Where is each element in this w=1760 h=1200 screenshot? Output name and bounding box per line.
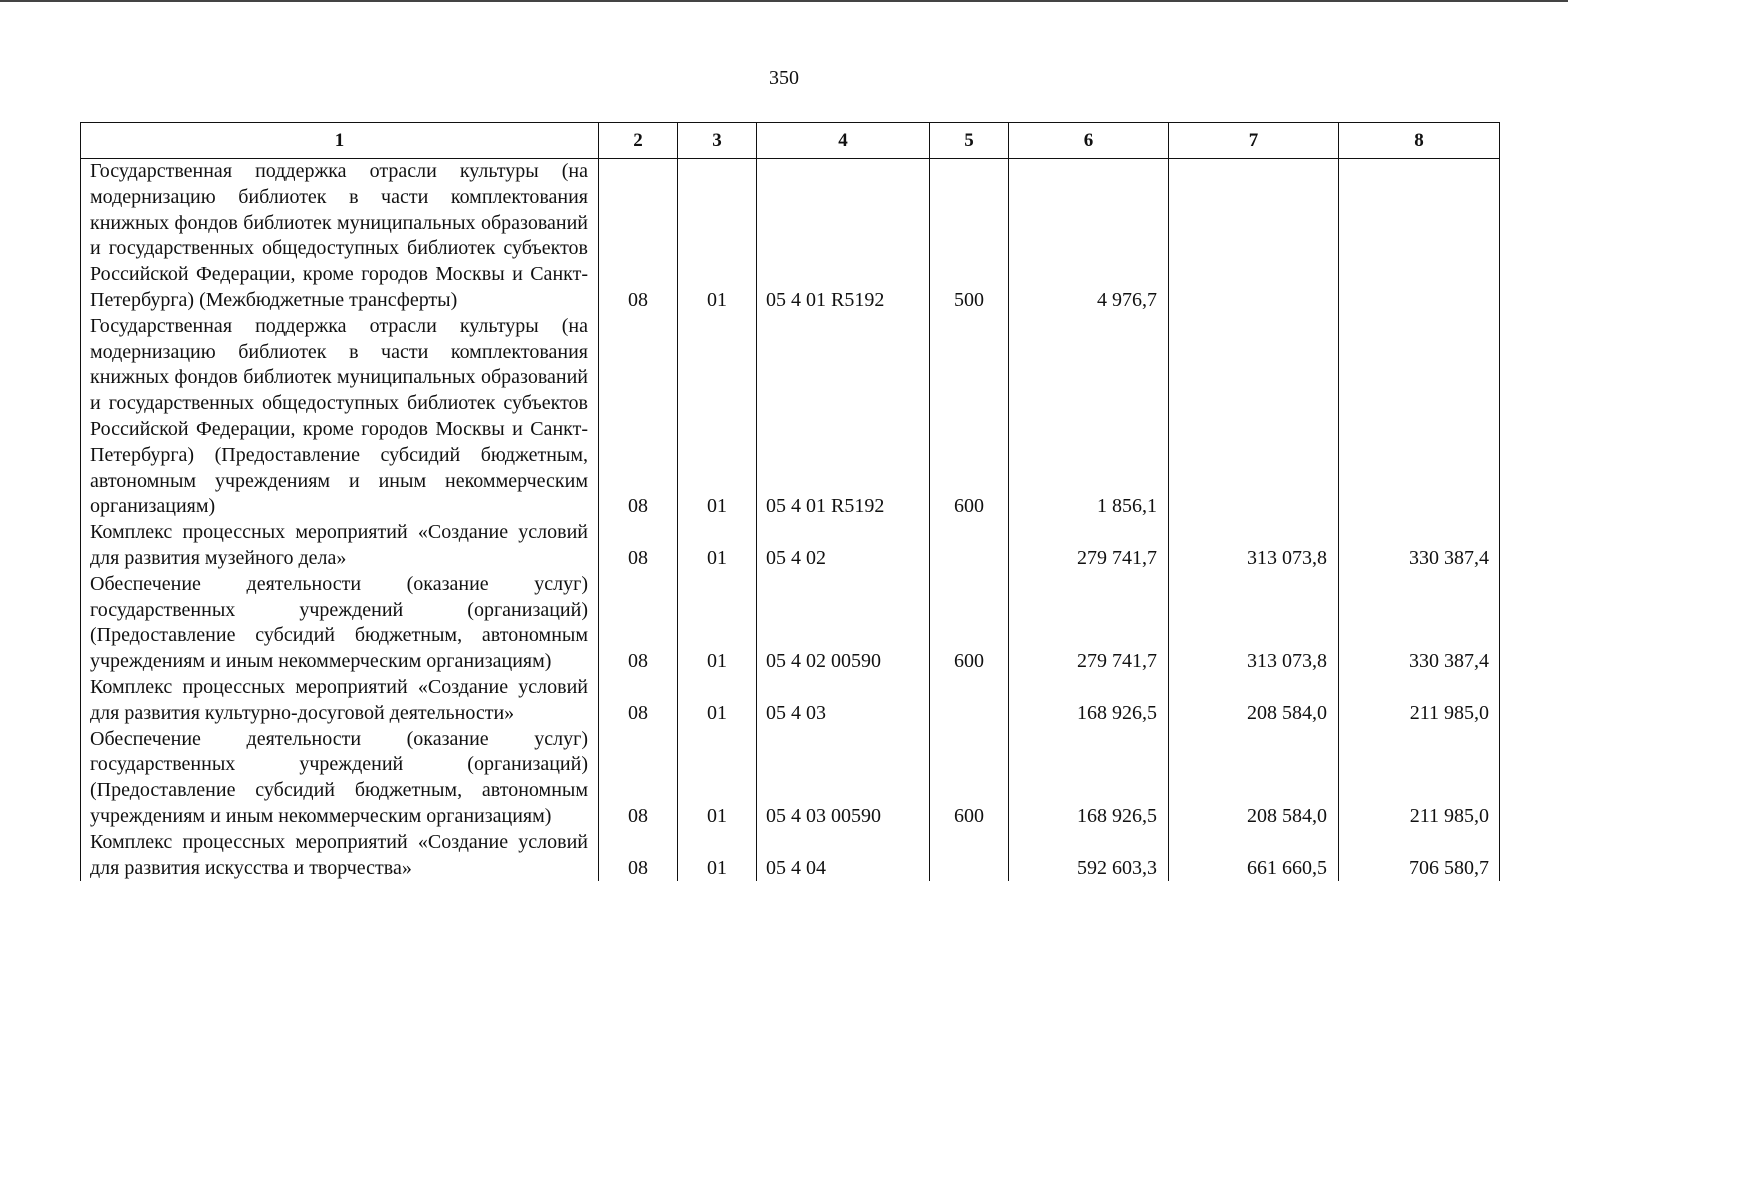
row-description-text: Обеспечение деятельности (оказание услуг) государственных учреждений (организаций) (Предоставление субсидий бюджетным, автономным учреждениям и иным некоммерческим организациям) <box>90 572 588 673</box>
row-section-code: 08 <box>599 314 678 520</box>
row-expense-type: 600 <box>930 314 1009 520</box>
row-subsection-code: 01 <box>678 520 757 572</box>
column-header-1: 1 <box>81 123 599 159</box>
row-expense-type <box>930 675 1009 727</box>
row-amount-col8 <box>1339 314 1500 520</box>
row-subsection-code: 01 <box>678 830 757 882</box>
row-expense-type <box>930 520 1009 572</box>
row-expense-type <box>930 830 1009 882</box>
row-description-text: Комплекс процессных мероприятий «Создание условий для развития искусства и творчества» <box>90 830 588 879</box>
row-amount-col8: 211 985,0 <box>1339 675 1500 727</box>
row-amount-col7: 661 660,5 <box>1169 830 1339 882</box>
row-subsection-code: 01 <box>678 572 757 675</box>
row-description-text: Комплекс процессных мероприятий «Создание условий для развития культурно-досуговой деятельности» <box>90 675 588 724</box>
row-section-code: 08 <box>599 572 678 675</box>
row-description <box>81 830 599 882</box>
column-header-2: 2 <box>599 123 678 159</box>
row-amount-col7: 313 073,8 <box>1169 520 1339 572</box>
row-expense-type: 500 <box>930 159 1009 314</box>
row-subsection-code: 01 <box>678 727 757 830</box>
row-subsection-code: 01 <box>678 675 757 727</box>
row-target-article: 05 4 01 R5192 <box>757 159 930 314</box>
row-amount-col6: 168 926,5 <box>1009 727 1169 830</box>
row-section-code: 08 <box>599 159 678 314</box>
row-description-text: Государственная поддержка отрасли культуры (на модернизацию библиотек в части комплектования книжных фондов библиотек муниципальных образований и государственных общедоступных библиотек субъектов Российской Федерации, кроме городов Москвы и Санкт-Петербурга) (Предоставление субсидий бюджетным, автономным учреждениям и иным некоммерческим организациям) <box>90 314 588 518</box>
row-target-article: 05 4 01 R5192 <box>757 314 930 520</box>
row-target-article: 05 4 04 <box>757 830 930 882</box>
row-description-text: Государственная поддержка отрасли культуры (на модернизацию библиотек в части комплектования книжных фондов библиотек муниципальных образований и государственных общедоступных библиотек субъектов Российской Федерации, кроме городов Москвы и Санкт-Петербурга) (Межбюджетные трансферты) <box>90 160 588 311</box>
row-amount-col6: 4 976,7 <box>1009 159 1169 314</box>
row-description <box>81 159 599 314</box>
row-description <box>81 314 599 520</box>
table-row <box>81 314 1500 520</box>
row-amount-col7: 208 584,0 <box>1169 675 1339 727</box>
row-amount-col8: 211 985,0 <box>1339 727 1500 830</box>
row-description <box>81 675 599 727</box>
row-subsection-code: 01 <box>678 314 757 520</box>
table-row <box>81 572 1500 675</box>
column-header-8: 8 <box>1339 123 1500 159</box>
row-expense-type: 600 <box>930 727 1009 830</box>
row-amount-col6: 279 741,7 <box>1009 520 1169 572</box>
row-description <box>81 520 599 572</box>
row-section-code: 08 <box>599 520 678 572</box>
row-amount-col7: 313 073,8 <box>1169 572 1339 675</box>
row-section-code: 08 <box>599 727 678 830</box>
row-target-article: 05 4 03 <box>757 675 930 727</box>
row-description <box>81 727 599 830</box>
row-target-article: 05 4 02 00590 <box>757 572 930 675</box>
row-section-code: 08 <box>599 830 678 882</box>
row-amount-col6: 1 856,1 <box>1009 314 1169 520</box>
column-header-4: 4 <box>757 123 930 159</box>
column-header-3: 3 <box>678 123 757 159</box>
row-amount-col6: 279 741,7 <box>1009 572 1169 675</box>
row-amount-col8 <box>1339 159 1500 314</box>
row-amount-col7 <box>1169 314 1339 520</box>
table-row <box>81 159 1500 314</box>
row-target-article: 05 4 02 <box>757 520 930 572</box>
row-description <box>81 572 599 675</box>
table-row <box>81 675 1500 727</box>
row-amount-col8: 330 387,4 <box>1339 520 1500 572</box>
budget-table <box>80 122 1500 881</box>
row-amount-col7: 208 584,0 <box>1169 727 1339 830</box>
table-row <box>81 727 1500 830</box>
row-description-text: Обеспечение деятельности (оказание услуг) государственных учреждений (организаций) (Предоставление субсидий бюджетным, автономным учреждениям и иным некоммерческим организациям) <box>90 727 588 827</box>
column-header-5: 5 <box>930 123 1009 159</box>
row-section-code: 08 <box>599 675 678 727</box>
column-header-7: 7 <box>1169 123 1339 159</box>
table-header-row <box>81 123 1500 159</box>
row-amount-col6: 168 926,5 <box>1009 675 1169 727</box>
row-amount-col7 <box>1169 159 1339 314</box>
column-header-6: 6 <box>1009 123 1169 159</box>
table-row <box>81 520 1500 572</box>
row-target-article: 05 4 03 00590 <box>757 727 930 830</box>
row-description-text: Комплекс процессных мероприятий «Создание условий для развития музейного дела» <box>90 521 588 569</box>
table-body <box>81 159 1500 882</box>
table-row <box>81 830 1500 882</box>
row-amount-col8: 706 580,7 <box>1339 830 1500 882</box>
row-amount-col8: 330 387,4 <box>1339 572 1500 675</box>
page-number: 350 <box>769 67 799 89</box>
row-subsection-code: 01 <box>678 159 757 314</box>
row-amount-col6: 592 603,3 <box>1009 830 1169 882</box>
top-border-line <box>0 0 1568 2</box>
row-expense-type: 600 <box>930 572 1009 675</box>
